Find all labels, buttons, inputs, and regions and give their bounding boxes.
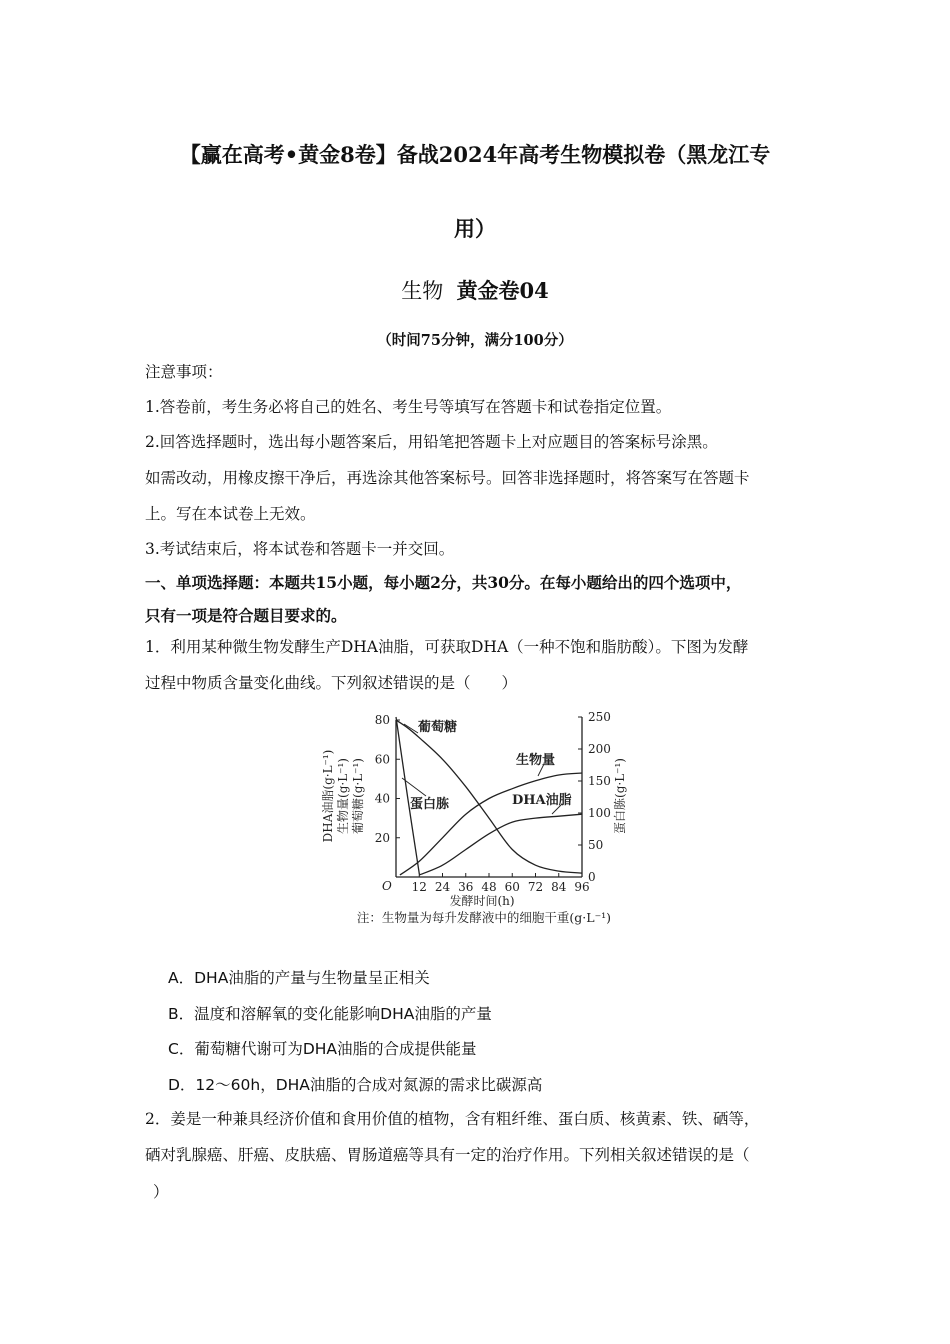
left-axis-label-dha: DHA油脂(g·L⁻¹)	[321, 749, 335, 843]
peptone-line	[396, 717, 419, 874]
x-tick-label: 24	[434, 880, 451, 894]
dha-line	[419, 814, 582, 875]
x-tick-label: 36	[458, 880, 474, 894]
right-tick-label: 150	[588, 774, 611, 788]
chart-note: 注：生物量为每升发酵液中的细胞干重(g·L⁻¹)	[356, 910, 612, 925]
x-tick-label: 48	[481, 880, 497, 894]
notice-item-2-cont-2: 上。写在本试卷上无效。	[145, 505, 316, 523]
q1-chart	[300, 700, 660, 940]
left-axis-label-glucose: 葡萄糖(g·L⁻¹)	[351, 758, 365, 834]
time-note: （时间75分钟，满分100分）	[377, 332, 573, 349]
left-axis-label-biomass: 生物量(g·L⁻¹)	[336, 758, 350, 834]
x-tick-label: 84	[551, 880, 567, 894]
subject-label: 生物	[401, 279, 444, 303]
q2-stem-line-2: 硒对乳腺癌、肝癌、皮肤癌、胃肠道癌等具有一定的治疗作用。下列相关叙述错误的是（	[145, 1146, 750, 1164]
right-axis-label-peptone: 蛋白胨(g·L⁻¹)	[613, 758, 627, 834]
paper-label: 黄金卷04	[456, 278, 549, 303]
biomass-line	[400, 773, 582, 875]
series-label-glucose: 葡萄糖	[418, 720, 458, 735]
q2-stem-line-3: ）	[153, 1183, 169, 1201]
series-label-biomass: 生物量	[516, 753, 556, 768]
notice-item-2: 2.回答选择题时，选出每小题答案后，用铅笔把答题卡上对应题目的答案标号涂黑。	[145, 433, 718, 451]
q2-stem-line-1: 2．姜是一种兼具经济价值和食用价值的植物，含有粗纤维、蛋白质、核黄素、铁、硒等，	[145, 1110, 760, 1128]
glucose-leader	[404, 724, 418, 733]
section-heading-line-1: 一、单项选择题：本题共15小题，每小题2分，共30分。在每小题给出的四个选项中，	[145, 573, 742, 592]
notice-item-1: 1.答卷前，考生务必将自己的姓名、考生号等填写在答题卡和试卷指定位置。	[145, 398, 672, 416]
notice-item-3: 3.考试结束后，将本试卷和答题卡一并交回。	[145, 540, 455, 558]
x-tick-label: 72	[527, 880, 544, 894]
paper-subtitle	[0, 275, 950, 305]
left-tick-label: 20	[374, 830, 390, 845]
title-line-2: 用）	[454, 216, 496, 241]
right-tick-label: 50	[588, 838, 604, 852]
right-tick-label: 250	[588, 710, 611, 724]
right-tick-label: 100	[588, 806, 611, 820]
notice-heading: 注意事项：	[145, 363, 223, 381]
right-axis-ticks	[578, 710, 611, 884]
x-axis-ticks	[412, 873, 590, 894]
origin-label: O	[382, 879, 392, 893]
x-tick-label: 96	[574, 880, 590, 894]
notice-item-2-cont-1: 如需改动，用橡皮擦干净后，再选涂其他答案标号。回答非选择题时，将答案写在答题卡	[145, 469, 750, 487]
series-label-peptone: 蛋白胨	[410, 797, 450, 812]
x-tick-label: 12	[411, 880, 427, 894]
q1-stem-line-2: 过程中物质含量变化曲线。下列叙述错误的是（ ）	[145, 674, 518, 692]
left-tick-label: 40	[374, 791, 390, 806]
right-tick-label: 0	[588, 870, 596, 884]
right-tick-label: 200	[588, 742, 611, 756]
left-tick-label: 80	[374, 713, 390, 727]
title-line-1: 【赢在高考•黄金8卷】备战2024年高考生物模拟卷（黑龙江专	[179, 142, 771, 167]
left-tick-label: 60	[374, 752, 390, 767]
q1-option-c[interactable]: C．葡萄糖代谢可为DHA油脂的合成提供能量	[168, 1040, 477, 1058]
q1-option-d[interactable]: D．12～60h，DHA油脂的合成对氮源的需求比碳源高	[168, 1076, 543, 1094]
series-label-dha: DHA油脂	[512, 793, 572, 808]
section-heading-line-2: 只有一项是符合题目要求的。	[145, 606, 347, 625]
x-axis-label: 发酵时间(h)	[449, 894, 515, 908]
x-tick-label: 60	[504, 880, 520, 894]
q1-stem-line-1: 1．利用某种微生物发酵生产DHA油脂，可获取DHA（一种不饱和脂肪酸）。下图为发酵	[145, 638, 749, 656]
q1-option-b[interactable]: B．温度和溶解氧的变化能影响DHA油脂的产量	[168, 1005, 492, 1023]
q1-option-a[interactable]: A．DHA油脂的产量与生物量呈正相关	[168, 969, 430, 987]
